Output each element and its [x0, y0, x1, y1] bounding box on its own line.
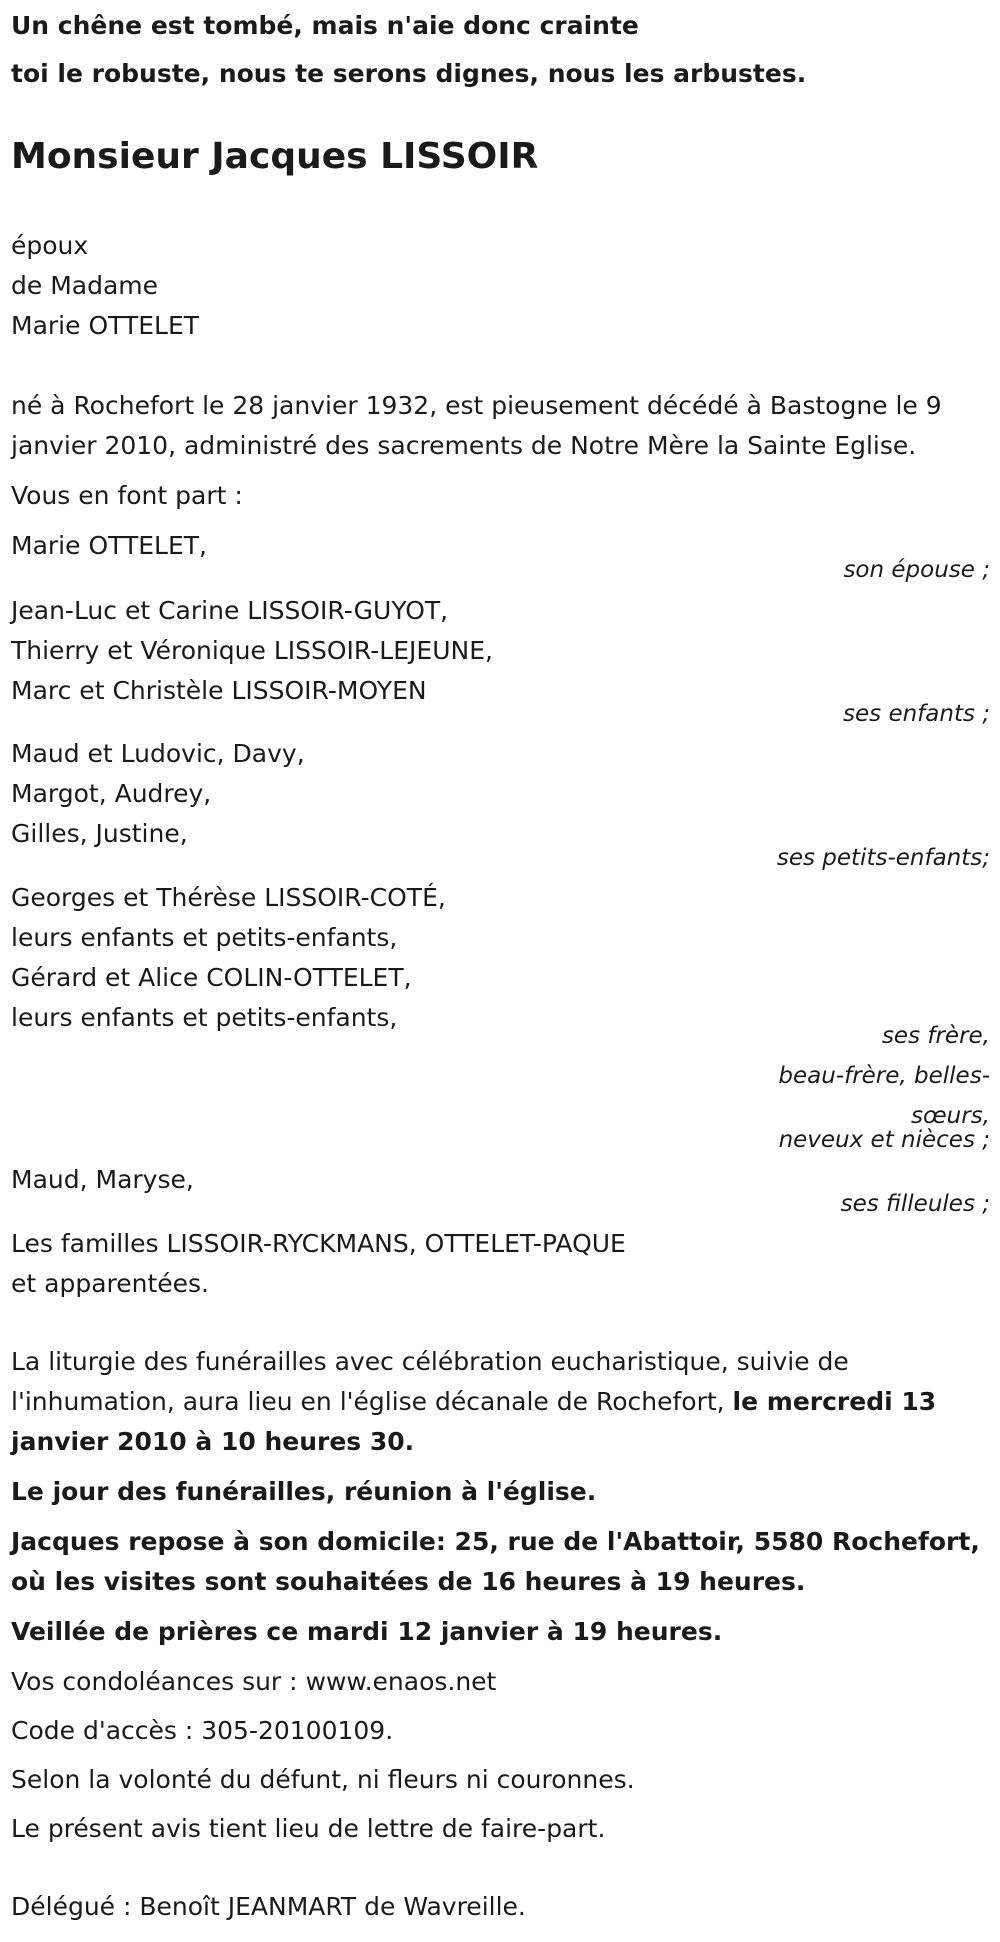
family-name: Gilles, Justine, [11, 819, 188, 848]
family-role: ses enfants ; [843, 701, 990, 727]
family-role: neveux et nièces ; [778, 1127, 990, 1153]
family-name: Gérard et Alice COLIN-OTTELET, [11, 963, 412, 992]
announce-intro: Vous en font part : [11, 481, 243, 510]
wishes: Selon la volonté du défunt, ni fleurs ni couronnes. [11, 1765, 635, 1794]
family-name: Marc et Christèle LISSOIR-MOYEN [11, 676, 427, 705]
repose-line-2: où les visites sont souhaitées de 16 heures à 19 heures. [11, 1567, 806, 1596]
birth-death-line-2: janvier 2010, administré des sacrements de Notre Mère la Sainte Eglise. [11, 431, 917, 460]
funeral-line-2-plain: l'inhumation, aura lieu en l'église décanale de Rochefort, [11, 1387, 733, 1416]
delegate: Délégué : Benoît JEANMART de Wavreille. [11, 1892, 526, 1921]
condolences: Vos condoléances sur : www.enaos.net [11, 1667, 497, 1696]
spouse-line-2: de Madame [11, 271, 159, 300]
family-role: son épouse ; [843, 557, 990, 583]
poem-line-1: Un chêne est tombé, mais n'aie donc crainte [11, 11, 639, 40]
family-name: Maud, Maryse, [11, 1165, 194, 1194]
funeral-line-1: La liturgie des funérailles avec célébration eucharistique, suivie de [11, 1347, 849, 1376]
spouse-line-3: Marie OTTELET [11, 311, 200, 340]
funeral-line-2 [11, 1382, 936, 1422]
meeting-note: Le jour des funérailles, réunion à l'église. [11, 1477, 597, 1506]
deceased-name: Monsieur Jacques LISSOIR [11, 136, 539, 177]
family-name: Maud et Ludovic, Davy, [11, 739, 305, 768]
birth-death-line-1: né à Rochefort le 28 janvier 1932, est pieusement décédé à Bastogne le 9 [11, 391, 942, 420]
funeral-date: le mercredi 13 [732, 1387, 937, 1416]
family-name: Marie OTTELET, [11, 531, 207, 560]
family-name: Georges et Thérèse LISSOIR-COTÉ, [11, 883, 446, 912]
family-name: leurs enfants et petits-enfants, [11, 923, 398, 952]
family-role: ses filleules ; [840, 1191, 990, 1217]
repose-line-1: Jacques repose à son domicile: 25, rue de l'Abattoir, 5580 Rochefort, [11, 1527, 980, 1556]
family-name: Les familles LISSOIR-RYCKMANS, OTTELET-PAQUE [11, 1229, 626, 1258]
access-code: Code d'accès : 305-20100109. [11, 1716, 394, 1745]
family-name: Margot, Audrey, [11, 779, 212, 808]
family-name: leurs enfants et petits-enfants, [11, 1003, 398, 1032]
poem-line-2: toi le robuste, nous te serons dignes, nous les arbustes. [11, 59, 807, 88]
spouse-line-1: époux [11, 231, 89, 260]
family-name: Thierry et Véronique LISSOIR-LEJEUNE, [11, 636, 493, 665]
notice: Le présent avis tient lieu de lettre de faire-part. [11, 1814, 606, 1843]
funeral-time: janvier 2010 à 10 heures 30. [11, 1427, 415, 1456]
family-name: Jean-Luc et Carine LISSOIR-GUYOT, [11, 596, 449, 625]
family-role: beau-frère, belles- [778, 1063, 990, 1089]
family-role: ses frère, [881, 1023, 990, 1049]
family-role: sœurs, [911, 1103, 990, 1129]
vigil-note: Veillée de prières ce mardi 12 janvier à 19 heures. [11, 1617, 723, 1646]
family-role: ses petits-enfants; [776, 845, 990, 871]
family-name: et apparentées. [11, 1269, 209, 1298]
